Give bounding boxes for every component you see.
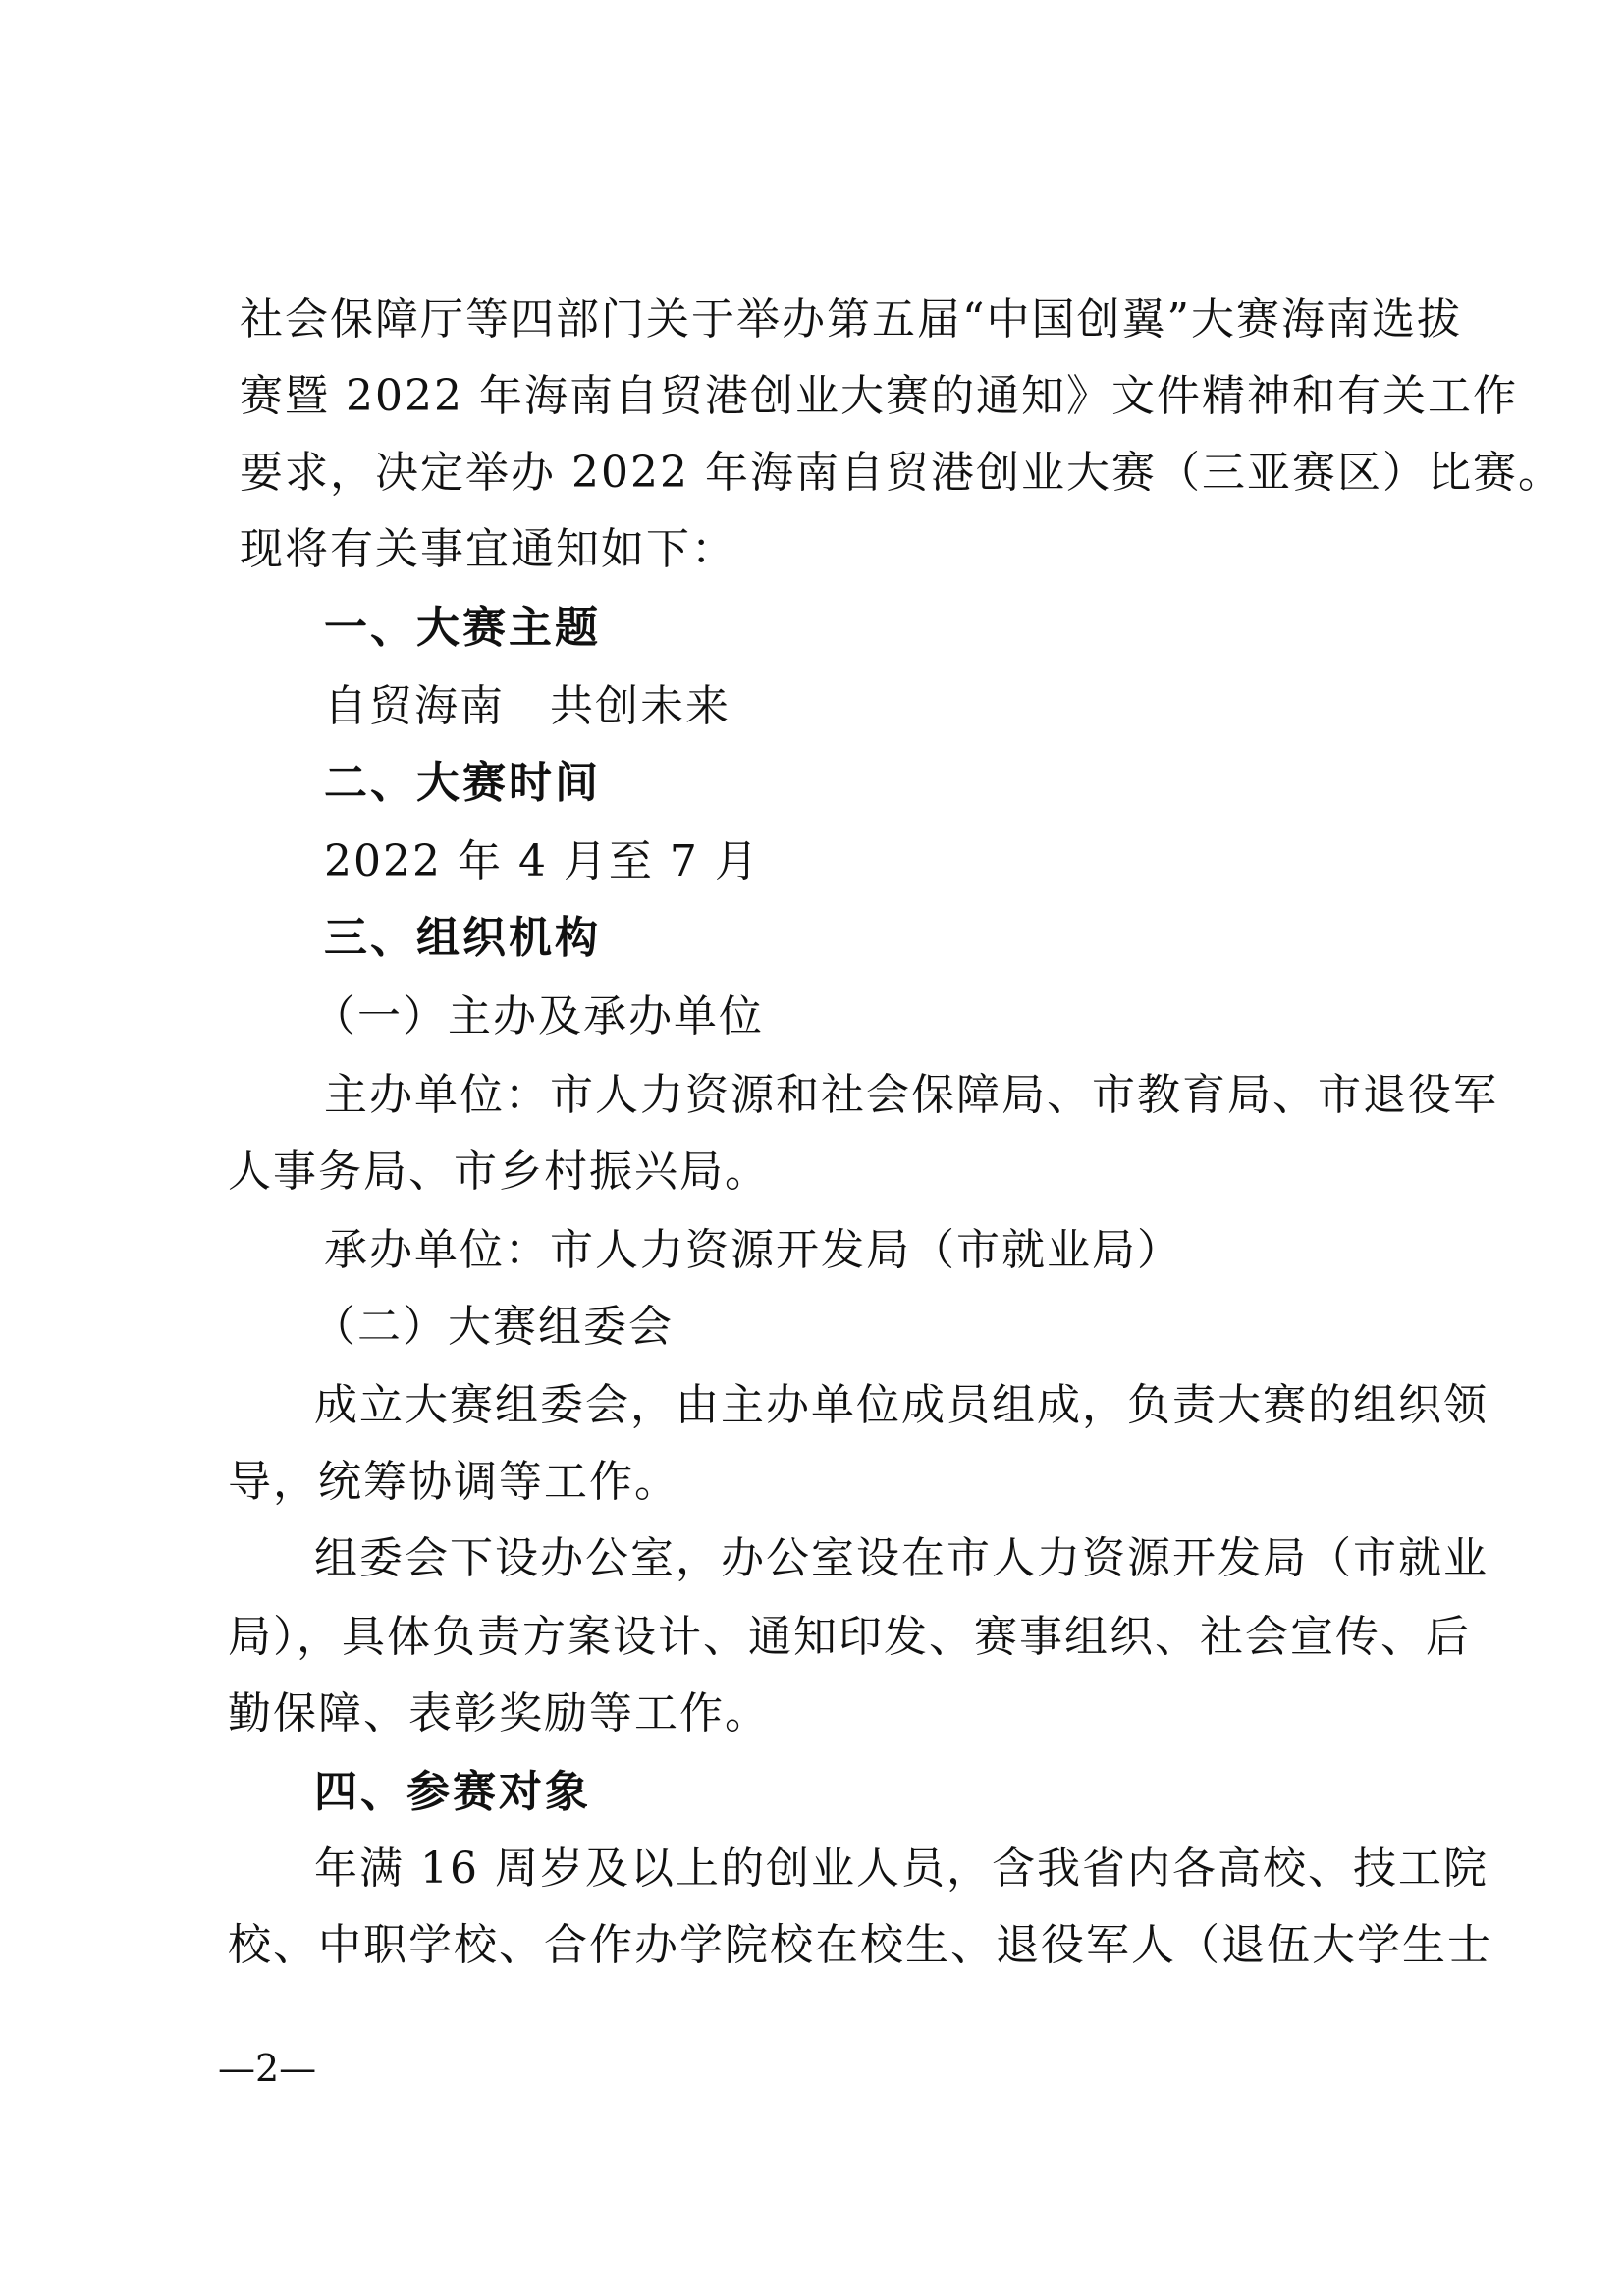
body-line: 勤保障、表彰奖励等工作。 <box>228 1688 770 1738</box>
section-heading-time: 二、大赛时间 <box>324 758 601 808</box>
body-line: 赛暨 2022 年海南自贸港创业大赛的通知》文件精神和有关工作 <box>240 371 1518 421</box>
page-number: —2— <box>218 2047 317 2090</box>
body-line: 承办单位：市人力资源开发局（市就业局） <box>324 1225 1182 1275</box>
section-heading-participants: 四、参赛对象 <box>314 1767 591 1817</box>
section-heading-theme: 一、大赛主题 <box>324 603 601 653</box>
body-line: 社会保障厅等四部门关于举办第五届“中国创翼”大赛海南选拔 <box>240 294 1462 345</box>
body-line: 人事务局、市乡村振兴局。 <box>228 1147 770 1197</box>
body-line: 校、中职学校、合作办学院校在校生、退役军人（退伍大学生士 <box>228 1920 1492 1970</box>
body-line: 现将有关事宜通知如下： <box>240 524 736 574</box>
subsection-heading-hosts: （一）主办及承办单位 <box>312 991 764 1041</box>
subsection-heading-committee: （二）大赛组委会 <box>312 1302 674 1352</box>
body-line: 年满 16 周岁及以上的创业人员，含我省内各高校、技工院 <box>314 1843 1489 1894</box>
body-line: 自贸海南 共创未来 <box>324 681 731 731</box>
body-line: 要求，决定举办 2022 年海南自贸港创业大赛（三亚赛区）比赛。 <box>240 448 1563 498</box>
body-line: 局），具体负责方案设计、通知印发、赛事组织、社会宣传、后 <box>228 1612 1471 1662</box>
body-line: 2022 年 4 月至 7 月 <box>324 836 760 886</box>
body-line: 导，统筹协调等工作。 <box>228 1457 679 1507</box>
body-line: 成立大赛组委会，由主办单位成员组成，负责大赛的组织领 <box>314 1380 1489 1430</box>
section-heading-organization: 三、组织机构 <box>324 913 601 963</box>
body-line: 组委会下设办公室，办公室设在市人力资源开发局（市就业 <box>314 1533 1489 1583</box>
body-line: 主办单位：市人力资源和社会保障局、市教育局、市退役军 <box>324 1070 1498 1120</box>
